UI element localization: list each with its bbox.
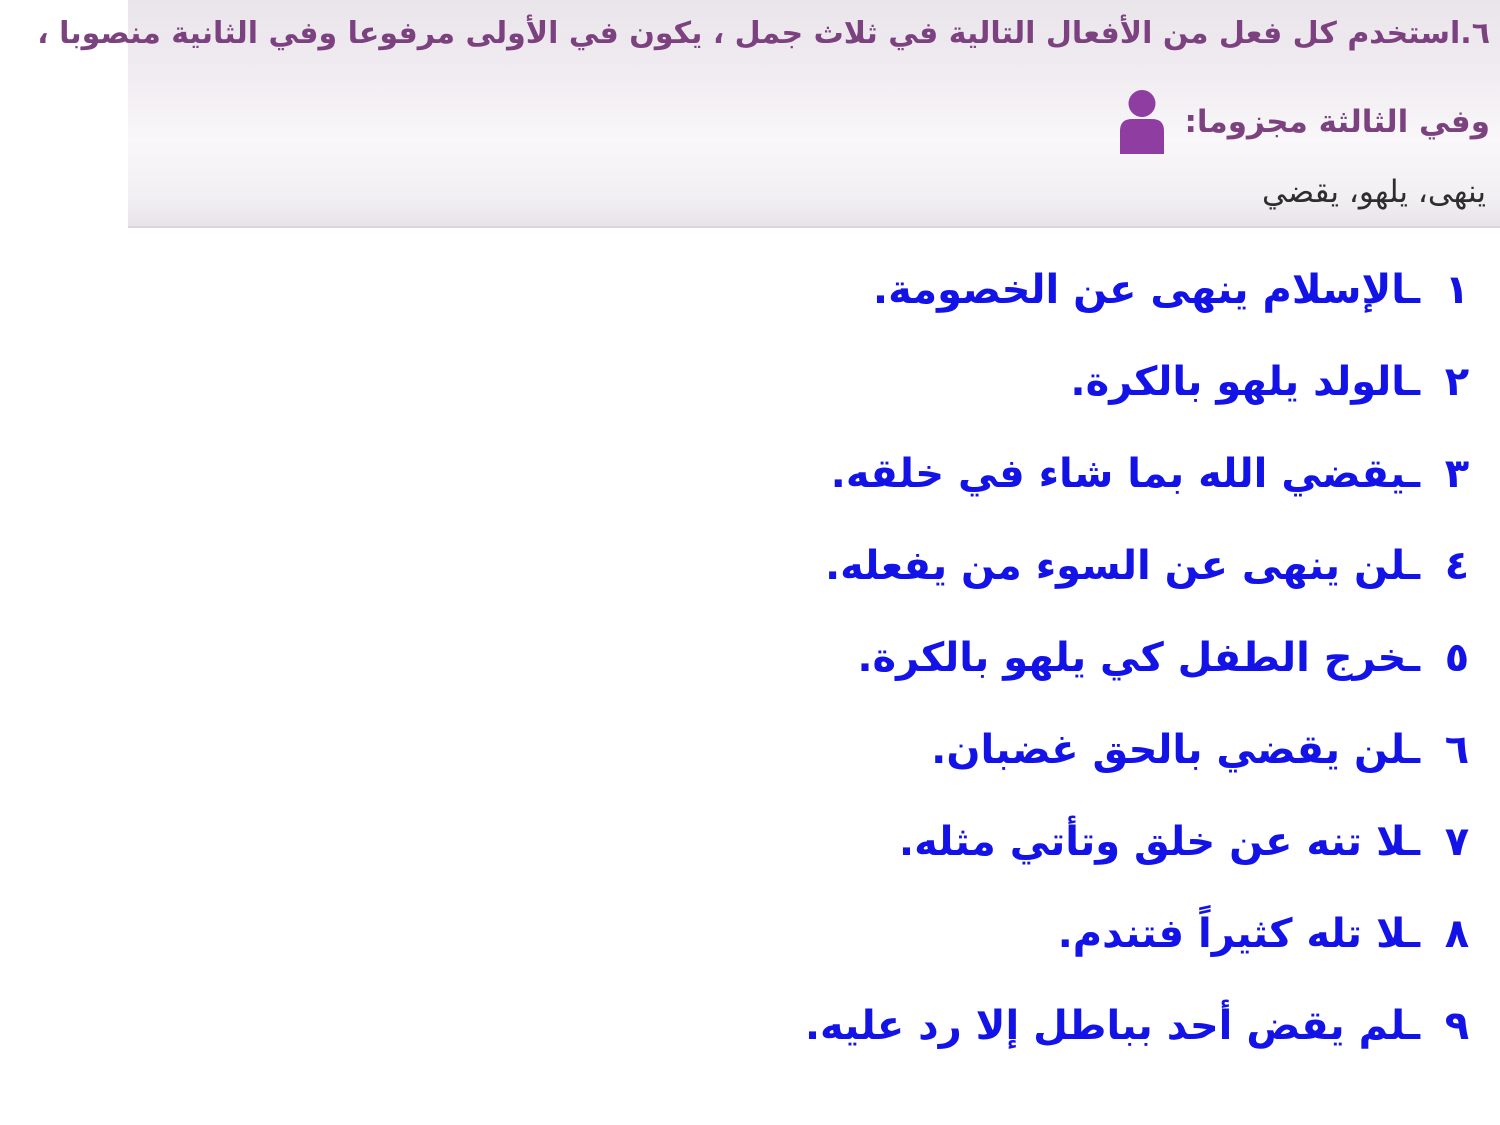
item-number: ٩ xyxy=(1444,1003,1470,1049)
list-item xyxy=(0,888,1500,980)
item-text: ـلن ينهى عن السوء من يفعله. xyxy=(824,543,1420,589)
exercise-header xyxy=(37,0,1500,228)
item-number: ٢ xyxy=(1444,359,1470,405)
list-item xyxy=(0,428,1500,520)
item-text: ـخرج الطفل كي يلهو بالكرة. xyxy=(857,635,1420,681)
item-number: ٨ xyxy=(1444,911,1470,957)
item-number: ٥ xyxy=(1444,635,1470,681)
person-icon xyxy=(1115,90,1169,154)
list-item xyxy=(0,980,1500,1072)
exercise-instruction-line1: ٦.استخدم كل فعل من الأفعال التالية في ثلاث جمل ، يكون في الأولى مرفوعا وفي الثانية منصوبا ، xyxy=(37,16,1490,51)
list-item xyxy=(0,244,1500,336)
item-text: ـلا تله كثيراً فتندم. xyxy=(1057,911,1420,957)
item-text: ـيقضي الله بما شاء في خلقه. xyxy=(830,451,1420,497)
list-item xyxy=(0,336,1500,428)
item-number: ٦ xyxy=(1444,727,1470,773)
item-text: ـالولد يلهو بالكرة. xyxy=(1070,359,1420,405)
item-number: ٧ xyxy=(1444,819,1470,865)
list-item xyxy=(0,520,1500,612)
item-text: ـلن يقضي بالحق غضبان. xyxy=(931,727,1420,773)
item-number: ٣ xyxy=(1444,451,1470,497)
sentence-list xyxy=(0,228,1500,1072)
item-text: ـلم يقض أحد بباطل إلا رد عليه. xyxy=(804,1003,1420,1049)
item-text: ـلا تنه عن خلق وتأتي مثله. xyxy=(898,819,1420,865)
list-item xyxy=(0,704,1500,796)
verbs-list-text: ينهى، يلهو، يقضي xyxy=(1261,174,1486,210)
item-number: ٤ xyxy=(1444,543,1470,589)
list-item xyxy=(0,612,1500,704)
item-text: ـالإسلام ينهى عن الخصومة. xyxy=(872,267,1420,313)
exercise-instruction-line2: وفي الثالثة مجزوما: xyxy=(1184,104,1490,140)
exercise-instruction-line2-row xyxy=(1115,90,1491,154)
list-item xyxy=(0,796,1500,888)
item-number: ١ xyxy=(1444,267,1470,313)
